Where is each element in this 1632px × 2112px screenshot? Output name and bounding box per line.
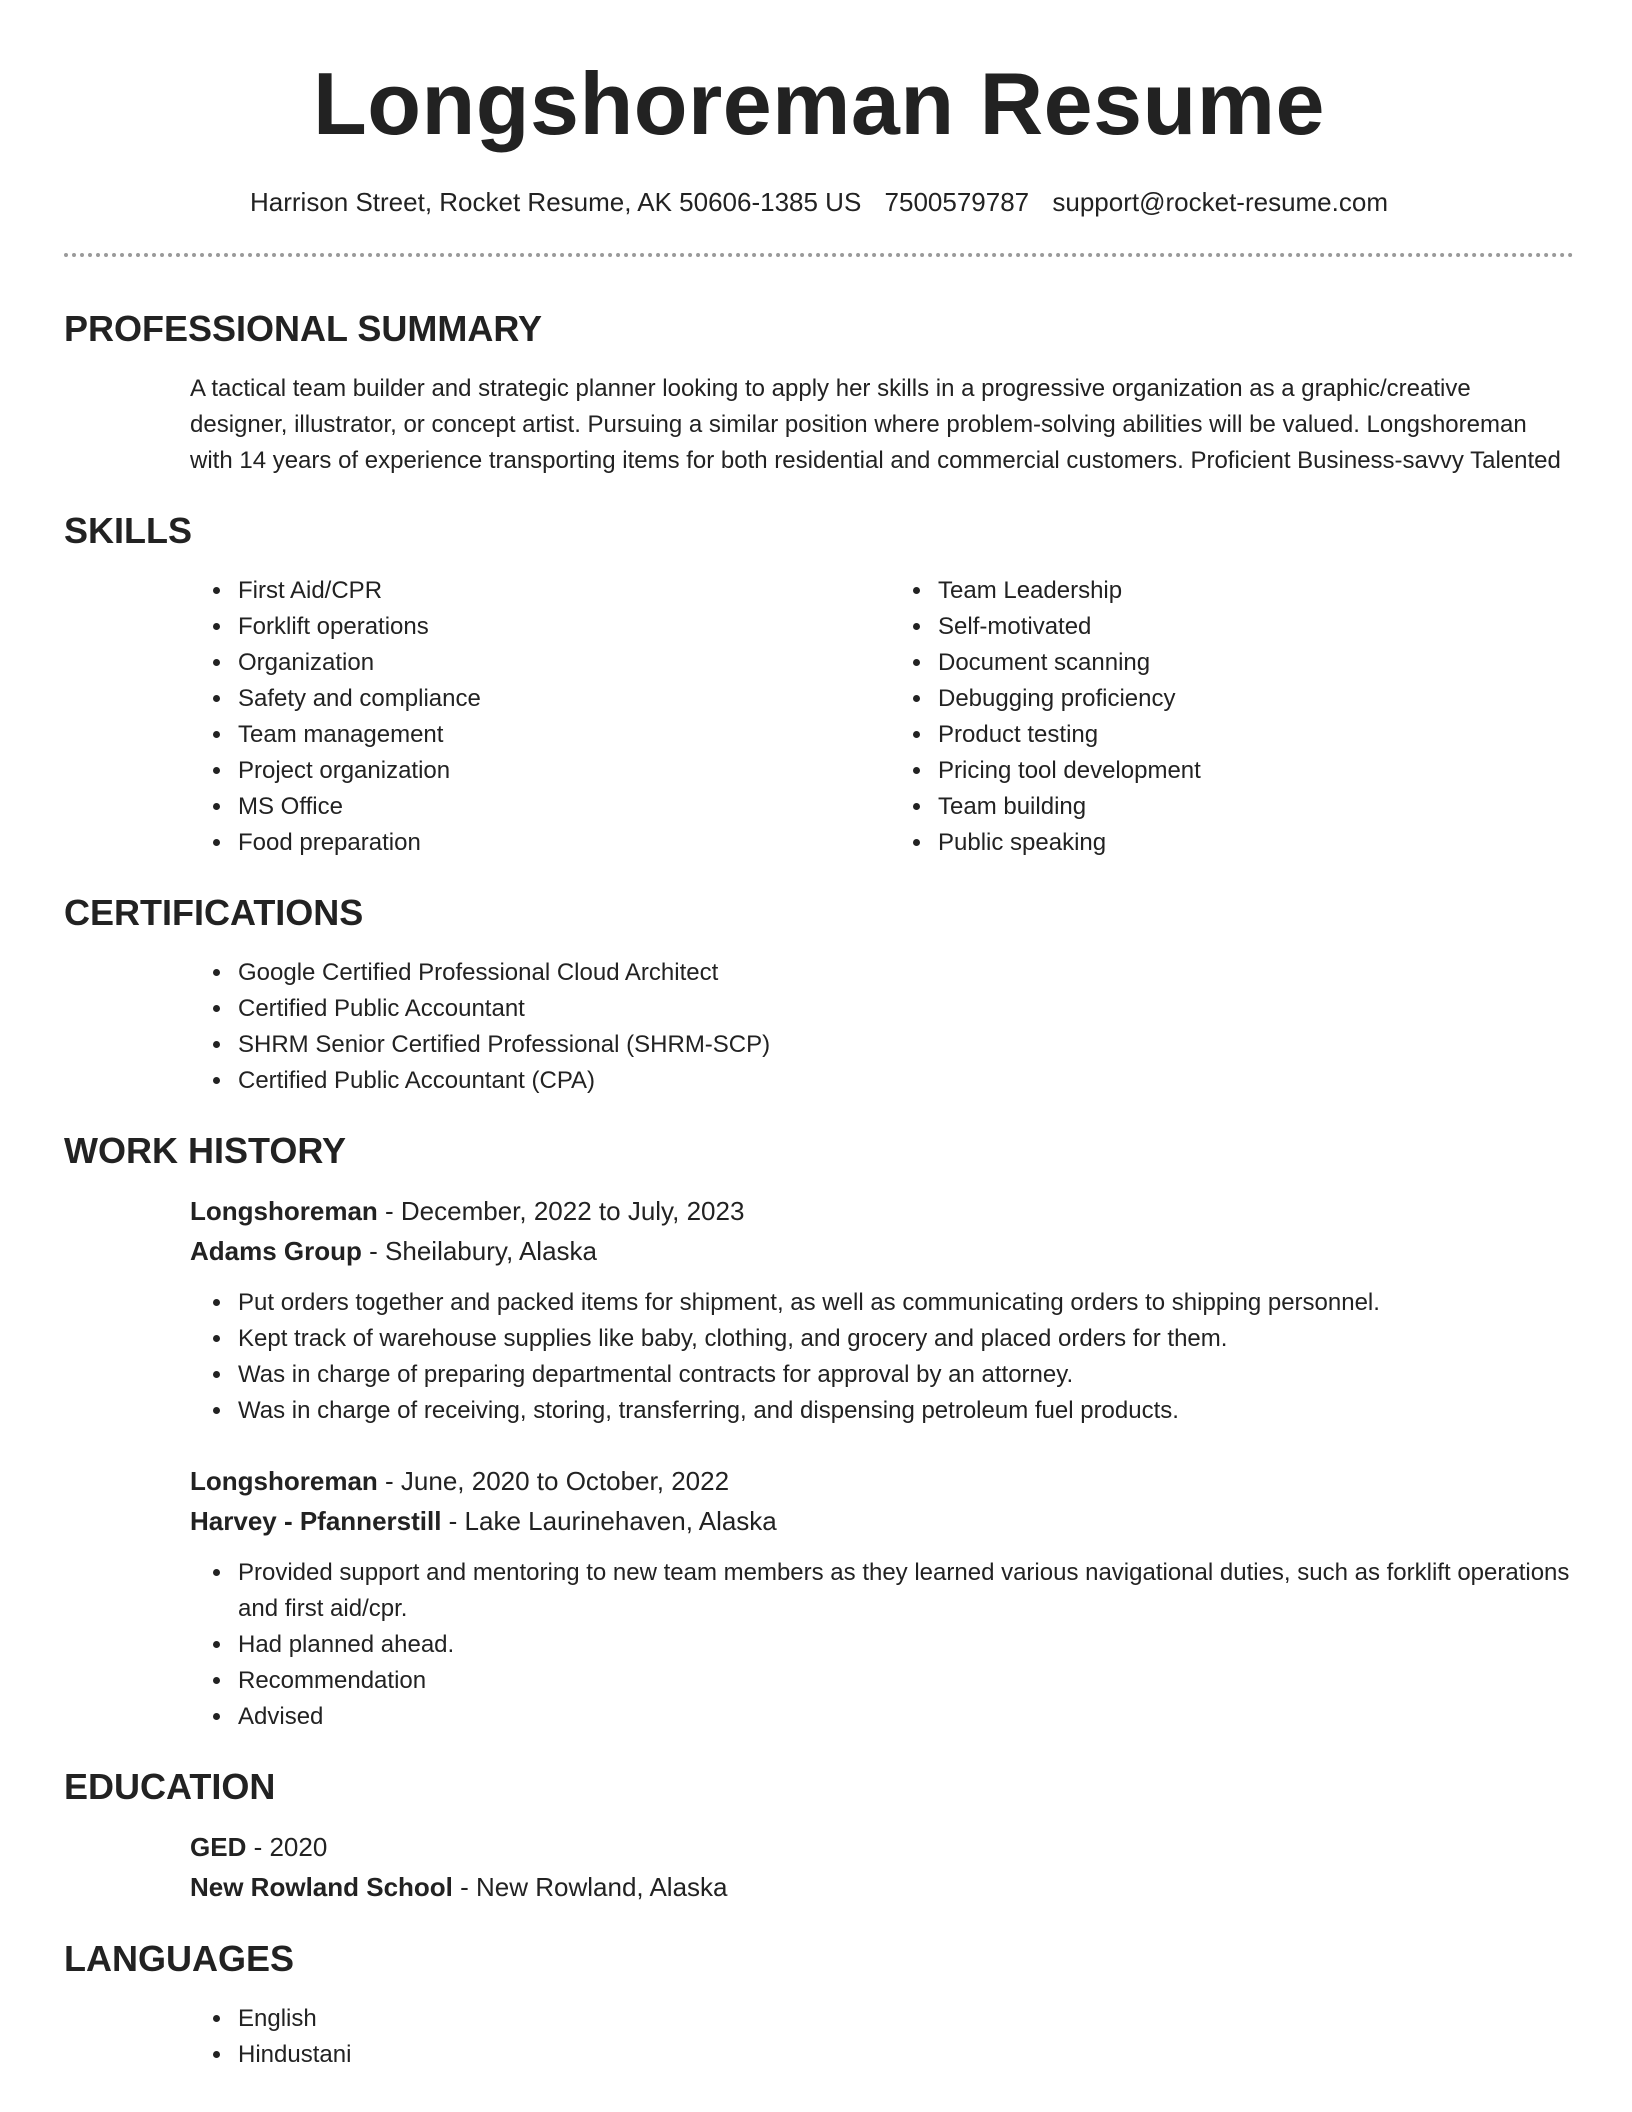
job-duty: • Kept track of warehouse supplies like baby, clothing, and grocery and placed orders for them.	[234, 1321, 1574, 1357]
job-dates: - December, 2022 to July, 2023	[377, 1196, 745, 1226]
work-history-section	[64, 1129, 1574, 1735]
skill-item: • Public speaking	[934, 825, 1444, 861]
job-role-line	[190, 1191, 1574, 1231]
certification-item: • Certified Public Accountant	[234, 991, 1574, 1027]
job-role-line	[190, 1461, 1574, 1501]
job-duties-list	[190, 1285, 1574, 1429]
education-year: - 2020	[246, 1832, 328, 1862]
education-degree: GED	[190, 1832, 247, 1862]
education-school-line	[190, 1867, 1574, 1907]
certification-item: • Certified Public Accountant (CPA)	[234, 1063, 1574, 1099]
skill-item: • Project organization	[234, 753, 744, 789]
work-history-heading: WORK HISTORY	[64, 1130, 347, 1171]
skill-item: • First Aid/CPR	[234, 573, 744, 609]
certification-item: • Google Certified Professional Cloud Architect	[234, 955, 1574, 991]
skill-item: • Team building	[934, 789, 1444, 825]
languages-list	[64, 2001, 1574, 2073]
job-duty: • Was in charge of preparing departmental contracts for approval by an attorney.	[234, 1357, 1574, 1393]
education-entry	[190, 1827, 1574, 1907]
languages-section	[64, 1937, 1574, 2073]
skills-heading: SKILLS	[64, 510, 193, 551]
certifications-list	[64, 955, 1574, 1099]
skill-item: • MS Office	[234, 789, 744, 825]
contact-email: support@rocket-resume.com	[1052, 187, 1388, 217]
education-location: - New Rowland, Alaska	[452, 1872, 728, 1902]
skill-item: • Team management	[234, 717, 744, 753]
job-duty: • Recommendation	[234, 1663, 1574, 1699]
languages-heading: LANGUAGES	[64, 1938, 295, 1979]
job-duty: • Had planned ahead.	[234, 1627, 1574, 1663]
skill-item: • Organization	[234, 645, 744, 681]
contact-address: Harrison Street, Rocket Resume, AK 50606-1385 US	[249, 187, 862, 217]
skill-item: • Document scanning	[934, 645, 1444, 681]
skill-item: • Food preparation	[234, 825, 744, 861]
job-duty: • Provided support and mentoring to new team members as they learned various navigational duties, such as forklift operations and first aid/cpr.	[234, 1555, 1574, 1627]
contact-line	[64, 184, 1574, 220]
education-degree-line	[190, 1827, 1574, 1867]
job-company: Adams Group	[190, 1236, 362, 1266]
skill-item: • Self-motivated	[934, 609, 1444, 645]
job-location: - Lake Laurinehaven, Alaska	[441, 1506, 777, 1536]
certification-item: • SHRM Senior Certified Professional (SHRM-SCP)	[234, 1027, 1574, 1063]
job-role: Longshoreman	[190, 1466, 378, 1496]
skills-columns	[64, 573, 1574, 861]
skills-list-right	[744, 573, 1444, 861]
skill-item: • Forklift operations	[234, 609, 744, 645]
job-duty: • Put orders together and packed items for shipment, as well as communicating orders to shipping personnel.	[234, 1285, 1574, 1321]
resume-page	[64, 0, 1574, 2073]
education-section	[64, 1765, 1574, 1907]
skills-list-left	[64, 573, 744, 861]
summary-section	[64, 307, 1574, 479]
skill-item: • Pricing tool development	[934, 753, 1444, 789]
job-company-line	[190, 1501, 1574, 1541]
skill-item: • Team Leadership	[934, 573, 1444, 609]
skills-section	[64, 509, 1574, 861]
job-duty: • Advised	[234, 1699, 1574, 1735]
certifications-heading: CERTIFICATIONS	[64, 892, 364, 933]
job-company: Harvey - Pfannerstill	[190, 1506, 442, 1536]
job-entry	[190, 1191, 1574, 1429]
job-location: - Sheilabury, Alaska	[361, 1236, 598, 1266]
skill-item: • Product testing	[934, 717, 1444, 753]
skill-item: • Debugging proficiency	[934, 681, 1444, 717]
education-heading: EDUCATION	[64, 1766, 276, 1807]
job-dates: - June, 2020 to October, 2022	[377, 1466, 730, 1496]
job-duties-list	[190, 1555, 1574, 1735]
job-company-line	[190, 1231, 1574, 1271]
summary-text: A tactical team builder and strategic planner looking to apply her skills in a progressive organization as a graphic/creative designer, illustrator, or concept artist. Pursuing a similar position where problem-solving abilities will be valued. Longshoreman with 14 years of experience transporting items for both residential and commercial customers. Proficient Business-savvy Talented	[190, 375, 1561, 474]
job-role: Longshoreman	[190, 1196, 378, 1226]
resume-title: Longshoreman Resume	[313, 54, 1325, 153]
education-school: New Rowland School	[190, 1872, 453, 1902]
job-duty: • Was in charge of receiving, storing, transferring, and dispensing petroleum fuel products.	[234, 1393, 1574, 1429]
summary-heading: PROFESSIONAL SUMMARY	[64, 308, 543, 349]
header-divider	[64, 253, 1574, 257]
job-entry	[190, 1461, 1574, 1735]
language-item: • Hindustani	[234, 2037, 1574, 2073]
language-item: • English	[234, 2001, 1574, 2037]
contact-phone: 7500579787	[884, 187, 1030, 217]
skill-item: • Safety and compliance	[234, 681, 744, 717]
certifications-section	[64, 891, 1574, 1099]
